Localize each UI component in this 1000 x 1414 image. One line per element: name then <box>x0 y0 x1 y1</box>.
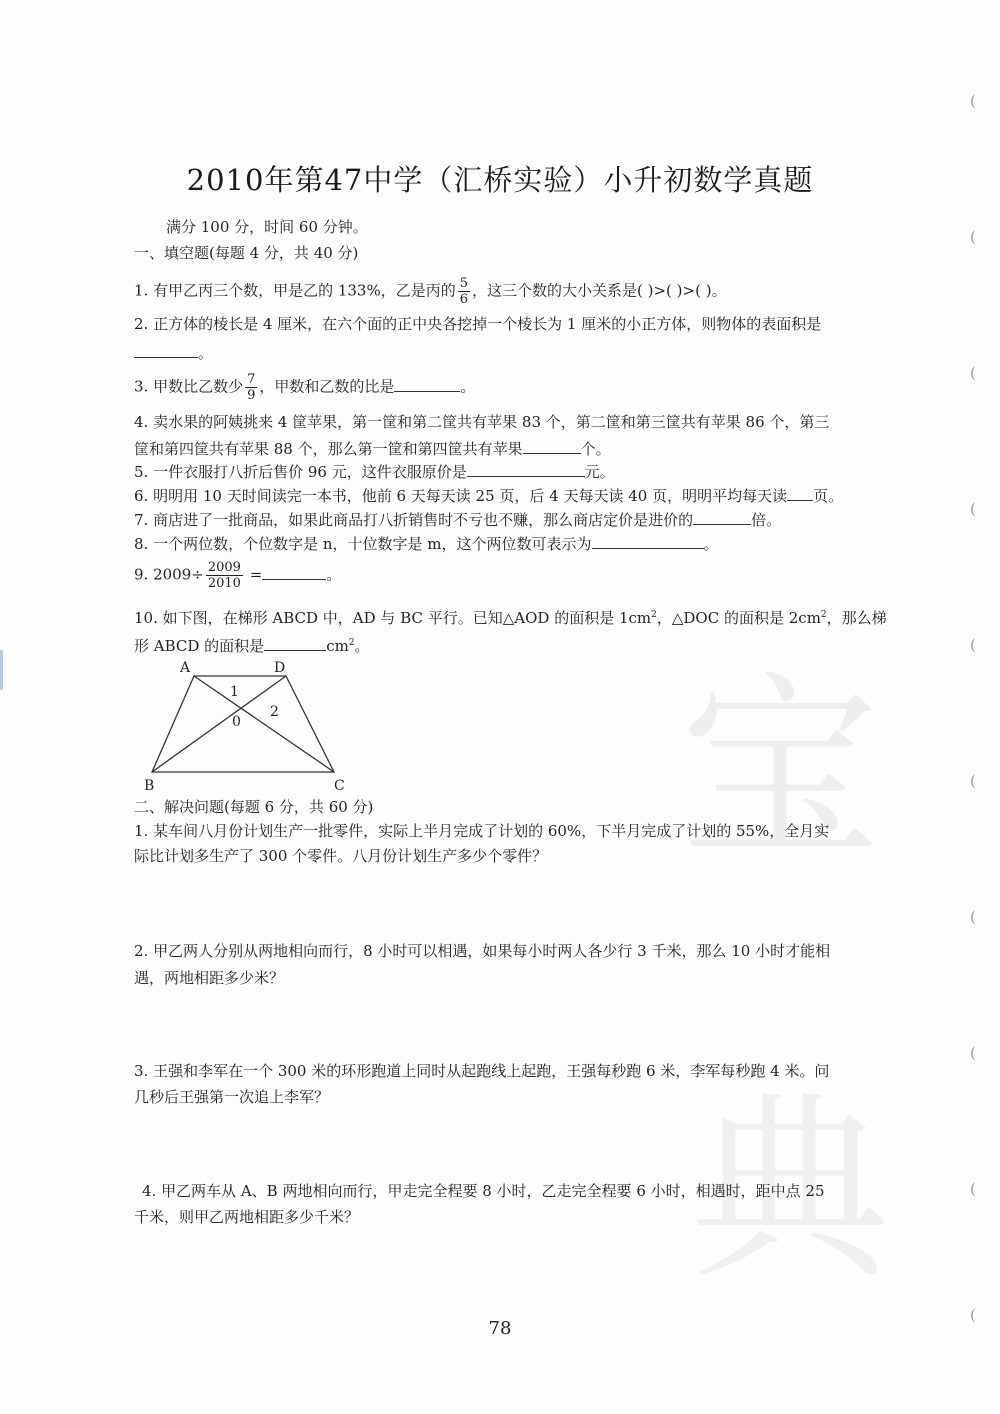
solve-question-3-line2: 几秒后王强第一次追上李军？ <box>134 1088 330 1106</box>
fill-question-4-line2 <box>134 437 611 460</box>
fill-question-3 <box>134 372 475 403</box>
q1-text-b: ，这三个数的大小关系是( )>( )>( )。 <box>472 281 727 300</box>
q3-fraction: $\frac{7}{9}$ <box>247 372 256 403</box>
q9-fraction: $\frac{2009}{2010}$ <box>207 560 241 591</box>
q10-text-b: ，△DOC 的面积是 2cm <box>656 609 821 627</box>
center-label-o: 0 <box>232 714 241 730</box>
watermark-dian: 典 <box>690 1074 891 1307</box>
scan-edge-mark <box>0 650 3 690</box>
q5-answer-blank[interactable] <box>467 460 585 477</box>
vertex-label-a: A <box>180 660 191 676</box>
binding-hole-mark: ( <box>970 500 976 518</box>
binding-hole-mark: ( <box>970 636 976 654</box>
q10-sup-1: 2 <box>651 610 657 620</box>
solve-question-4-line2: 千米，则甲乙两地相距多少千米？ <box>134 1208 360 1226</box>
fill-question-10-line2 <box>134 632 370 657</box>
vertex-label-d: D <box>274 660 286 676</box>
q2-text-a: 2. 正方体的棱长是 4 厘米，在六个面的正中央各挖掉一个棱长为 1 厘米的小正方体，则物体的表面积是 <box>134 315 822 333</box>
q9-text-a: 9. 2009÷ <box>134 565 204 584</box>
fill-question-10 <box>134 604 887 629</box>
q10-sup-3: 2 <box>348 638 355 648</box>
q3-text-a: 3. 甲数比乙数少 <box>134 377 244 396</box>
binding-hole-mark: ( <box>970 772 976 790</box>
binding-hole-mark: ( <box>970 1306 976 1324</box>
q4-text-b: 筐和第四筐共有苹果 88 个，那么第一筐和第四筐共有苹果 <box>134 440 523 458</box>
q7-text-b: 倍。 <box>751 511 782 529</box>
q1-text-a: 1. 有甲乙丙三个数，甲是乙的 133%，乙是丙的 <box>134 281 456 300</box>
q3-text-b: ，甲数和乙数的比是 <box>259 377 395 396</box>
solve-question-1-line2: 际比计划多生产了 300 个零件。八月份计划生产多少个零件？ <box>134 847 548 865</box>
exam-intro: 满分 100 分，时间 60 分钟。 <box>166 218 368 236</box>
region-label-1: 1 <box>230 684 239 700</box>
binding-hole-mark: ( <box>970 364 976 382</box>
q10-text-d: 形 ABCD 的面积是 <box>134 637 265 655</box>
q2-answer-blank[interactable] <box>134 341 198 358</box>
q10-text-f: 。 <box>354 637 370 655</box>
q8-text-b: 。 <box>703 535 719 553</box>
fill-question-6 <box>134 484 843 507</box>
vertex-label-c: C <box>334 778 345 794</box>
binding-hole-mark: ( <box>970 1180 976 1198</box>
q3-answer-blank[interactable] <box>394 375 460 392</box>
q10-sup-2: 2 <box>820 610 827 620</box>
q10-text-c: ，那么梯 <box>826 609 887 627</box>
fill-question-8 <box>134 532 719 555</box>
fill-question-5 <box>134 460 615 483</box>
solve-question-2: 2. 甲乙两人分别从两地相向而行，8 小时可以相遇，如果每小时两人各少行 3 千米，那么 10 小时才能相 <box>134 942 831 960</box>
trapezoid-outline <box>152 676 334 772</box>
fill-question-7 <box>134 508 781 531</box>
section-1-heading: 一、填空题(每题 4 分，共 40 分) <box>134 244 359 262</box>
binding-hole-mark: ( <box>970 92 976 110</box>
q5-text-a: 5. 一件衣服打八折后售价 96 元，这件衣服原价是 <box>134 463 467 481</box>
solve-question-1: 1. 某车间八月份计划生产一批零件，实际上半月完成了计划的 60%，下半月完成了计划的 55%，全月实 <box>134 822 830 840</box>
q6-answer-blank[interactable] <box>787 484 813 501</box>
q7-answer-blank[interactable] <box>693 508 751 525</box>
section-2-heading: 二、解决问题(每题 6 分，共 60 分) <box>134 798 374 816</box>
q9-text-c: 。 <box>326 565 342 584</box>
q6-text-b: 页。 <box>813 487 844 505</box>
q7-text-a: 7. 商店进了一批商品，如果此商品打八折销售时不亏也不赚，那么商店定价是进价的 <box>134 511 694 529</box>
q10-text-a: 10. 如下图，在梯形 ABCD 中，AD 与 BC 平行。已知△AOD 的面积是 1cm <box>134 609 652 627</box>
binding-hole-mark: ( <box>970 228 976 246</box>
page-number: 78 <box>488 1318 512 1339</box>
binding-hole-mark: ( <box>970 908 976 926</box>
solve-question-2-line2: 遇，两地相距多少米？ <box>134 969 285 987</box>
q4-text-a: 4. 卖水果的阿姨挑来 4 筐苹果，第一筐和第二筐共有苹果 83 个，第二筐和第三筐共有苹果 86 个，第三 <box>134 413 830 431</box>
q1-fraction: $\frac{5}{6}$ <box>459 276 469 307</box>
q4-answer-blank[interactable] <box>523 437 581 454</box>
watermark-bao: 宝 <box>680 654 881 887</box>
diagonal-bd <box>152 676 286 772</box>
region-label-2: 2 <box>270 704 279 720</box>
diagonal-ac <box>194 676 334 772</box>
q6-text-a: 6. 明明用 10 天时间读完一本书，他前 6 天每天读 25 页，后 4 天每天读 40 页，明明平均每天读 <box>134 487 788 505</box>
q10-unit: cm <box>326 637 349 655</box>
solve-question-4: 4. 甲乙两车从 A、B 两地相向而行，甲走完全程要 8 小时，乙走完全程要 6 小时，相遇时，距中点 25 <box>142 1182 825 1200</box>
binding-hole-mark: ( <box>970 1044 976 1062</box>
q3-text-c: 。 <box>460 377 476 396</box>
vertex-label-b: B <box>144 778 155 794</box>
fill-question-2 <box>134 313 821 335</box>
trapezoid-figure <box>130 656 360 796</box>
q5-text-b: 元。 <box>584 463 615 481</box>
fill-question-4 <box>134 411 829 433</box>
q9-equals: = <box>249 565 263 584</box>
fill-question-1 <box>134 276 727 307</box>
fill-question-9 <box>134 560 341 591</box>
q9-answer-blank[interactable] <box>262 563 326 580</box>
q4-text-c: 个。 <box>580 440 611 458</box>
page-title: 2010年第47中学（汇桥实验）小升初数学真题 <box>186 163 814 197</box>
q8-text-a: 8. 一个两位数，个位数字是 n，十位数字是 m，这个两位数可表示为 <box>134 535 592 553</box>
q8-answer-blank[interactable] <box>592 532 704 549</box>
fill-question-2-line2 <box>134 341 213 364</box>
q10-answer-blank[interactable] <box>264 634 326 651</box>
solve-question-3: 3. 王强和李军在一个 300 米的环形跑道上同时从起跑线上起跑，王强每秒跑 6 米，李军每秒跑 4 米。问 <box>134 1062 830 1080</box>
q2-text-b: 。 <box>198 344 214 362</box>
